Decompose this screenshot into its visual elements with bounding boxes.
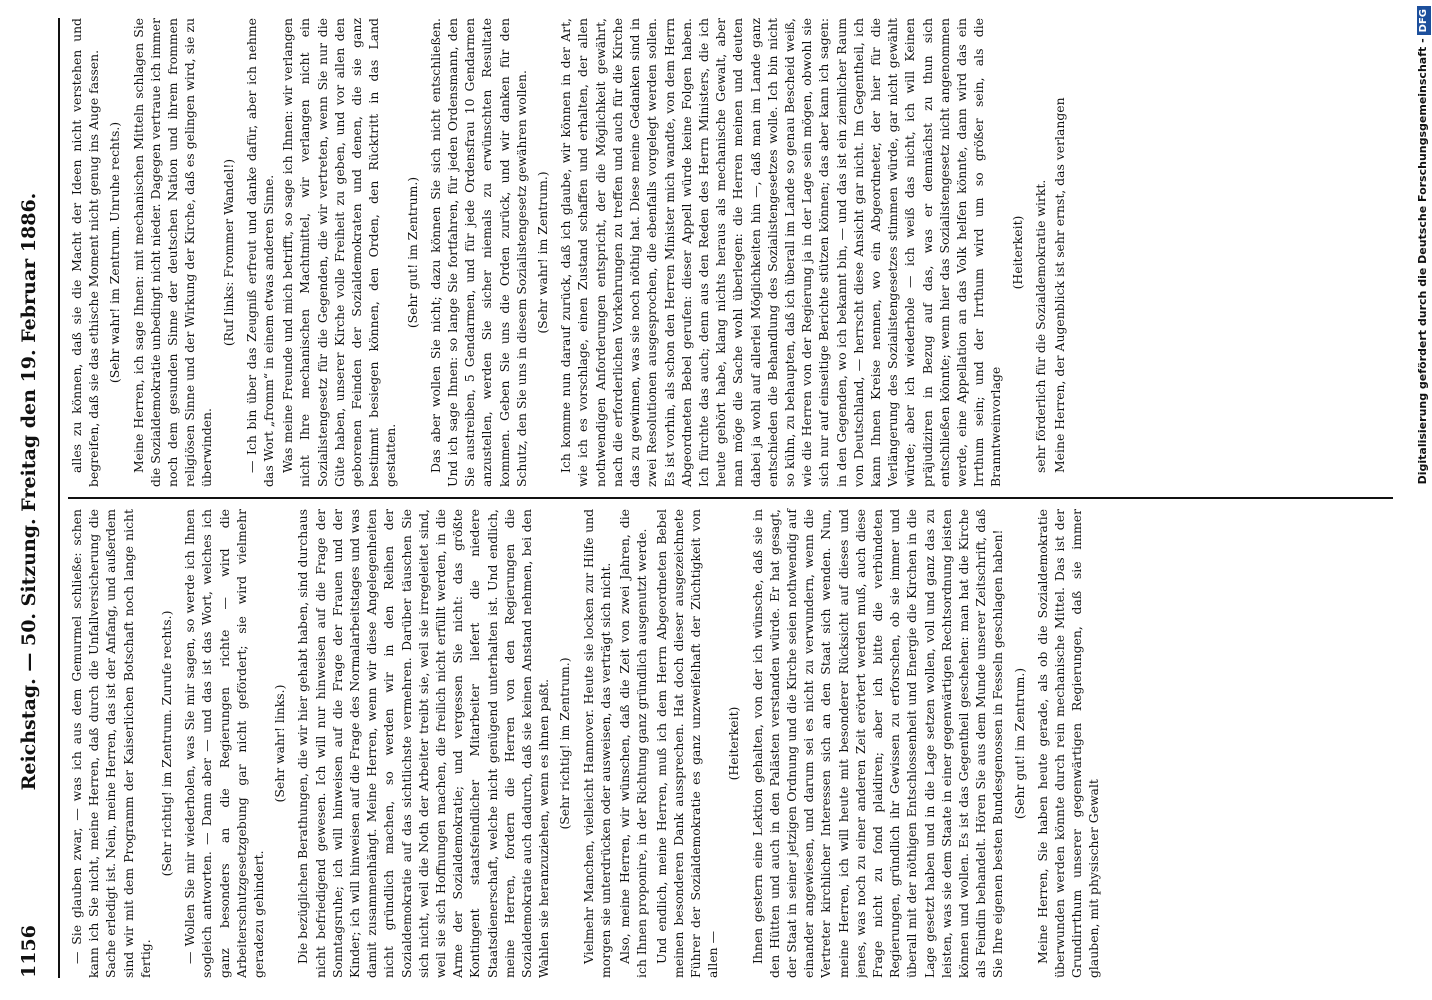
page-title: Reichstag. — 50. Sitzung. Freitag den 19. Februar 1886.	[18, 192, 40, 791]
page-number: 1156	[18, 925, 40, 978]
paragraph: Und endlich, meine Herren, muß ich dem Herrn Abgeordneten Bebel meinen besonderen Dank aussprechen. Hat doch dieser ausgezeichnete Führer der Sozialdemokratie es ganz unzweifelhaft der Züchtigkeit von allen —	[653, 509, 721, 978]
stage-direction: (Heiterkeit)	[1009, 215, 1025, 290]
text-columns	[68, 18, 1393, 978]
attribution-label: Digitalisierung gefördert durch die Deutsche Forschungsgemeinschaft -	[1416, 38, 1429, 485]
page-header	[18, 18, 60, 978]
paragraph: Vielmehr Manchen, vielleicht Hannover. Heute sie locken zur Hilfe und morgen sie unterdrücken oder ausweisen, das verträgt sich nicht.	[580, 509, 613, 978]
stage-direction: (Sehr wahr! im Zentrum.)	[535, 171, 551, 334]
column-right	[68, 18, 1393, 497]
paragraph: — Wollen Sie mir wiederholen, was Sie mir sagen, so werde ich Ihnen sogleich antworten. — Dann aber — und das ist das Wort, welches ich ganz besonders an die Regierungen richte — wird die Arbeiterschutzgesetzgebung gar nicht gefördert; sie wird vielmehr geradezu gehindert.	[182, 509, 267, 978]
stage-direction: (Sehr richtig! im Zentrum.)	[557, 657, 573, 830]
stage-direction: (Ruf links: Frommer Wandel!)	[220, 158, 236, 347]
stage-direction: (Sehr gut! im Zentrum.)	[1011, 667, 1027, 820]
attribution-text	[1413, 0, 1432, 1000]
column-left	[68, 499, 1393, 978]
paragraph: Ihnen gestern eine Lektion gehalten, von der ich wünsche, daß sie in den Hütten und auch in den Palästen verstanden würde. Er hat gesagt, der Staat in seiner jetzigen Ordnung und die Kirche seien nothwendig auf einander angewiesen, und darum sei es nicht zu verwundern, wenn die Vertreter kirchlicher Interessen sich an den Staat sich wenden. Nun, meine Herren, ich will heute mit besonderer Rücksicht auf dieses und jenes, was noch zu einer anderen Zeit erörtert werden muß, auch diese Frage nicht zu fond plaidiren; aber ich bitte die verbündeten Regierungen, gründlich ihr Gewissen zu erforschen, ob sie immer und überall mit der nöthigen Entschlossenheit und Energie die Kirchen in die Lage gesetzt haben und in die Lage setzen wollen, voll und ganz das zu leisten, was sie dem Staate in einer gegenwärtigen Rechtsordnung leisten können und wollen. Es ist das Gegentheil geschehen: man hat die Kirche als Feindin behandelt. Hören Sie aus dem Munde unserer Zeitschrift, daß Sie Ihre eigenen besten Bundesgenossen in Fesseln geschlagen haben!	[749, 509, 1006, 978]
stage-direction: (Sehr richtig! im Zentrum. Zurufe rechts.)	[159, 610, 175, 877]
paragraph: — Ich bin über das Zeugniß erfreut und danke dafür, aber ich nehme das Wort „fromm“ in einem etwas anderen Sinne.	[243, 18, 277, 487]
column-divider	[68, 497, 1393, 499]
paragraph: Meine Herren, ich sage Ihnen: mit mechanischen Mitteln schlagen Sie die Sozialdemokratie unbedingt nicht nieder. Dagegen vertraue ich immer noch dem gesunden Sinne der deutschen Nation und ihrem frommen religiösen Sinne und der Wirkung der Kirche, daß es gelingen wird, sie zu überwinden.	[130, 18, 215, 487]
paragraph: Also, meine Herren, wir wünschen, daß die Zeit von zwei Jahren, die ich Ihnen proponire, in der Richtung ganz gründlich ausgenutzt werde.	[617, 509, 650, 978]
paragraph: — Sie glauben zwar, — was ich aus dem Gemurmel schließe: schen kann ich Sie nicht, meine Herren, daß durch die Unfallversicherung die Sache erledigt ist. Nein, meine Herren, das ist der Anfang, und außerdem sind wir mit dem Programm der Kaiserlichen Botschaft noch lange nicht fertig.	[69, 509, 153, 978]
stage-direction: (Sehr wahr! im Zentrum. Unruhe rechts.)	[107, 121, 123, 384]
paragraph: Was meine Freunde und mich betrifft, so sage ich Ihnen: wir verlangen nicht Ihre mechanischen Machtmittel, wir verlangen nicht ein Sozialistengesetz für die Gegenden, die wir vertreten, wenn Sie nur die Güte haben, unserer Kirche volle Freiheit zu geben, und vor allen den geborenen Feinden der Sozialdemokraten und denen, die sie ganz bestimmt besiegen können, den Orden, den Rücktritt in das Land gestatten.	[280, 18, 399, 487]
stage-direction: (Sehr gut! im Zentrum.)	[404, 176, 420, 329]
digitization-sidebar	[1413, 0, 1432, 1000]
paragraph: Die bezüglichen Berathungen, die wir hier gehabt haben, sind durchaus nicht befriedigend gewesen. Ich will nur hinweisen auf die Frage der Sonntagsruhe; ich will hinweisen auf die Frage der Frauen und der Kinder; ich will hinweisen auf die Frage des Normalarbeitstages und was damit zusammenhängt. Meine Herren, wenn wir diese Angelegenheiten nicht gründlich machen, so werden wir in den Reihen der Sozialdemokratie auf das sichtlichste vermehren. Darüber täuschen Sie sich nicht, weil die Noth der Arbeiter treibt sie, weil sie irregeleitet sind, weil sie sich Hoffnungen machen, die freilich nicht erfüllt werden, in die Arme der Sozialdemokratie; und vergessen Sie nicht: das größte Kontingent staatsfeindlicher Mitarbeiter liefert die niedere Staatsdienerschaft, welche nicht genügend unterhalten ist. Und endlich, meine Herren, fordern die Herren von den Regierungen die Sozialdemokratie auch dadurch, daß sie keinen Anstand nehmen, bei den Wahlen sie heranzuziehen, wenn es ihnen paßt.	[295, 509, 552, 978]
paragraph: Meine Herren, Sie haben heute gerade, als ob die Sozialdemokratie überwunden werden könnte durch rein mechanische Mittel. Das ist der Grundirrthum unserer gegenwärtigen Regierungen, daß sie immer glauben, mit physischer Gewalt	[1034, 509, 1102, 978]
paragraph: Das aber wollen Sie nicht; dazu können Sie sich nicht entschließen. Und ich sage Ihnen: so lange Sie fortfahren, für jeden Ordensmann, den Sie austreiben, 5 Gendarmen, und für jede Ordensfrau 10 Gendarmen anzustellen, werden Sie sicher niemals zu erwünschten Resultate kommen. Geben Sie uns die Orden zurück, und wir danken für den Schutz, den Sie uns in diesem Sozialistengesetz gewähren wollen.	[427, 18, 529, 487]
paragraph: alles zu können, daß sie die Macht der Ideen nicht verstehen und begreifen, daß sie das ethische Moment nicht genug ins Auge fassen.	[69, 18, 102, 487]
dfg-logo: DFG	[1417, 6, 1431, 35]
paragraph: sehr förderlich für die Sozialdemokratie wirkt.	[1032, 179, 1048, 473]
stage-direction: (Heiterkeit)	[726, 706, 742, 781]
stage-direction: (Sehr wahr! links.)	[272, 684, 288, 803]
paragraph: Meine Herren, der Augenblick ist sehr ernst, das verlangen	[1051, 97, 1067, 473]
paragraph: Ich komme nun darauf zurück, daß ich glaube, wir können in der Art, wie ich es vorschlage, einen Zustand schaffen und erhalten, der allen nothwendigen Anforderungen entspricht, der die Möglichkeit gewährt, nach die erforderlichen Vorkehrungen zu treffen und auch für die Kirche das zu gewinnen, was sie noch nöthig hat. Diese meine Gedanken sind in zwei Resolutionen ausgesprochen, die ebenfalls vorgelegt werden sollen. Es ist vorhin, als schon den Herren Minister mich wandte, von dem Herrn Abgeordneten Bebel gerufen: dieser Appell würde keine Folgen haben. Ich fürchte das auch; denn aus den Reden des Herrn Ministers, die ich heute gehört habe, klang nichts heraus als mechanische Gewalt, aber man möge die Sache wohl überlegen: die Herren meinen und deuten dabei ja wohl auf allerlei Möglichkeiten hin —, daß man im Lande ganz entschieden die Behandlung des Sozialistengesetzes wolle. Ich bin nicht so kühn, zu behaupten, daß ich überall im Lande so genau Bescheid weiß, wie die Herren von der Regierung ja in der Lage sein mögen, obwohl sie sich nur auf einseitige Berichte stützen können; das aber kann ich sagen: in den Gegenden, wo ich bekannt bin, — und das ist ein ziemlicher Raum von Deutschland, — herrscht diese Ansicht gar nicht. Im Gegentheil, ich kann Ihnen Kreise nennen, wo ein Abgeordneter, der hier für die Verlängerung des Sozialistengesetzes stimmen würde, gar nicht gewählt würde; aber ich wiederhole — ich weiß das nicht, ich will Keinen präjudiziren in Bezug auf das, was er demnächst zu thun sich entschließen könnte; wenn hier das Sozialistengesetz nicht angenommen werde, eine Appellation an das Volk helfen könnte, dann wird das ein Irrthum sein; und der Irrthum wird um so größer sein, als die Branntweinvorlage	[558, 18, 1004, 487]
